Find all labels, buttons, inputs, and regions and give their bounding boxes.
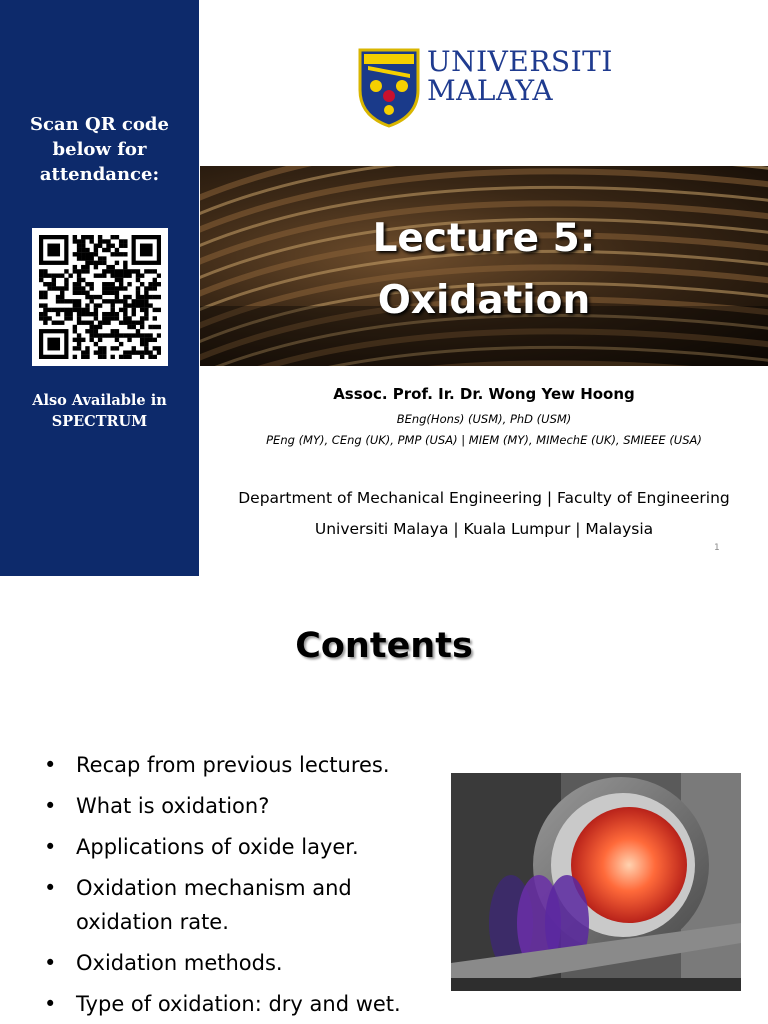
attendance-sidebar [0, 0, 199, 576]
contents-slide [0, 576, 768, 1024]
page-number: 1 [714, 543, 720, 553]
also-available-note: Also Available in SPECTRUM [32, 392, 167, 430]
author-name: Assoc. Prof. Ir. Dr. Wong Yew Hoong [333, 385, 635, 403]
scan-qr-instruction: Scan QR code below for attendance: [30, 114, 169, 185]
qr-code-icon [39, 235, 161, 359]
bullet-icon: • [44, 835, 57, 859]
bullet-icon: • [44, 876, 57, 900]
list-item: • Oxidation mechanism and oxidation rate. [44, 871, 444, 939]
bullet-icon: • [44, 794, 57, 818]
oxidation-furnace-photo [451, 773, 741, 991]
department-line: Department of Mechanical Engineering | Faculty of Engineering [238, 489, 730, 507]
bullet-icon: • [44, 992, 57, 1016]
list-item: • Oxidation methods. [44, 946, 444, 980]
list-item: • Type of oxidation: dry and wet. [44, 987, 444, 1021]
author-degrees: BEng(Hons) (USM), PhD (USM) [396, 412, 572, 426]
lecture-title: Lecture 5: Oxidation [372, 216, 596, 323]
bullet-icon: • [44, 951, 57, 975]
university-crest-icon [358, 48, 420, 132]
university-line: Universiti Malaya | Kuala Lumpur | Malaysia [314, 520, 654, 538]
author-memberships: PEng (MY), CEng (UK), PMP (USA) | MIEM (MY), MIMechE (UK), SMIEEE (USA) [266, 433, 702, 447]
list-item: • Recap from previous lectures. [44, 748, 444, 782]
bullet-icon: • [44, 753, 57, 777]
list-item: • What is oxidation? [44, 789, 444, 823]
contents-list [44, 748, 444, 1024]
contents-title: Contents [295, 626, 473, 666]
list-item: • Applications of oxide layer. [44, 830, 444, 864]
attendance-qr-code[interactable] [32, 228, 168, 366]
university-name-logo: UNIVERSITI MALAYA [427, 45, 613, 107]
